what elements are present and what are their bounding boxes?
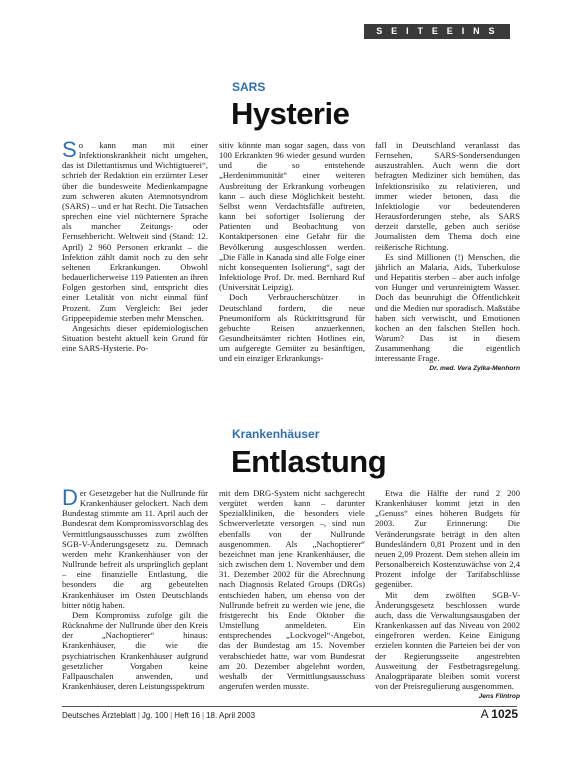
- article1-kicker: SARS: [232, 80, 266, 94]
- article2-col3-paragraph: Etwa die Hälfte der rund 2 200 Krankenhäuser kommt jetzt in den „Genuss“ eines höheren Budgets für 2003. Zur Erinnerung: Die Veränderungsrate beträgt in den alten Bundesländern 0,81 Prozent und in den neuen 2,09 Prozent. Dem stehen allein im Personalbereich Kostenzuwächse von 2,4 Prozent infolge der Tarifabschlüsse gegenüber.: [375, 488, 520, 590]
- article2-column-1: [62, 488, 208, 704]
- page-number: [481, 707, 518, 721]
- article2-col1-paragraph-2: Dem Kompromiss zufolge gilt die Rücknahme der Nullrunde über den Kreis der „Nachoptierer“ hinaus: Krankenhäuser, die wie die psychiatrischen Krankenhäuser aufgrund gesetzlicher Vorgaben keine Fallpauschalen anwenden, und Krankenhäuser, deren Leistungsspektrum: [62, 609, 208, 691]
- footer-journal: Deutsches Ärzteblatt: [62, 711, 136, 720]
- article1-col2-paragraph-2: Doch Verbraucherschützer in Deutschland fordern, die neue Pneumoniform als Rücktrittsgrund für gebuchte Reisen anzuerkennen, Gesundheitsämter richten Hotlines ein, um aufgeregte Gemüter zu besänftigen, und ein einziger Erkrankungs-: [219, 292, 365, 364]
- section-header-bar: S E I T E E I N S: [364, 24, 510, 39]
- article2-col1-text: er Gesetzgeber hat die Nullrunde für Krankenhäuser gelockert. Nach dem Bundestag stimmte am 11. April auch der Bundesrat dem Kompromissvorschlag des Vermittlungsausschusses zum zwölften SGB-V-Änderungsgesetz zu. Demnach werden mehr Krankenhäuser von der Nullrunde befreit als ursprünglich geplant – eine finanzielle Entlastung, die besonders die arg gebeutelten Krankenhäuser im Osten Deutschlands bitter nötig haben.: [62, 488, 208, 610]
- article1-column-3: [375, 140, 520, 456]
- article1-col1-text: o kann man mit einer Infektionskrankheit nicht umgehen, das ist Dilettantismus und Wichtigtuerei“, schrieb der Redaktion ein erzürnter Leser über die bundesweite Medienkampagne zum schweren akuten Atemnotsyndrom (SARS) – und er hat Recht. Die Tatsachen sprechen eine viel nüchternere Sprache als mancher Zeitungs- oder Fernsehbericht. Weltweit sind (Stand: 12. April) 2 960 Personen erkrankt – die Infektion zählt damit noch zu den sehr seltenen Erkrankungen. Obwohl bedauerlicherweise 119 Patienten an ihren Folgen gestorben sind, entspricht dies einer Letalität von nicht einmal fünf Prozent. Zum Vergleich: Bei jeder Grippeepidemie sterben mehr Menschen.: [62, 140, 208, 323]
- article1-col1-paragraph: [62, 140, 208, 323]
- article2-column-3: [375, 488, 520, 704]
- footer-date: 18. April 2003: [206, 711, 256, 720]
- article2-col1-paragraph: [62, 488, 208, 610]
- article1-col1-paragraph-2: Angesichts dieser epidemiologischen Situation besteht aktuell kein Grund für eine SARS-Hysterie. Po-: [62, 322, 208, 354]
- article2-kicker: Krankenhäuser: [232, 427, 320, 441]
- article2-col3-paragraph-2: [375, 589, 520, 701]
- page-prefix: A: [480, 707, 488, 721]
- footer-rule: [62, 706, 517, 707]
- article2-col2-paragraph: mit dem DRG-System nicht sachgerecht vergütet werden kann – darunter Spezialkliniken, die besonders viele Schwerverletzte versorgen –, sind nun ebenfalls von der Nullrunde ausgenommen. Als „Nachoptierer“ bezeichnet man jene Krankenhäuser, die sich zwischen dem 1. November und dem 31. Dezember 2002 für die Abrechnung nach Diagnosis Related Groups (DRGs) entschieden haben, um ebenso von der Nullrunde befreit zu werden wie jene, die fristgerecht bis Ende Oktober die Umstellung anmeldeten. Ein entsprechendes „Lockvogel“-Angebot, das der Bundestag am 15. November verabschiedet hatte, war vom Bundesrat am 20. Dezember abgelehnt worden, weshalb der Vermittlungsausschuss angerufen werden musste.: [219, 488, 365, 691]
- article1-column-2: [219, 140, 365, 452]
- footer-separator: |: [202, 711, 205, 720]
- footer-volume: Jg. 100: [141, 711, 169, 720]
- article1-col3-paragraph: fall in Deutschland veranlasst das Fernsehen, SARS-Sondersendungen auszustrahlen. Auch wenn die dort befragten Mediziner sich bemühen, das Infektionsrisiko zu relativieren, und immer wieder betonen, dass die Infektiologie vor bedeutenderen Herausforderungen stehe, als SARS derzeit darstelle, geben auch seriöse Journalisten dem Thema doch eine reißerische Richtung.: [375, 140, 520, 252]
- article2-column-2: [219, 488, 365, 704]
- footer-separator: |: [137, 711, 140, 720]
- article2-author: Jens Flintrop: [478, 693, 520, 701]
- footer-issue: Heft 16: [174, 711, 201, 720]
- article1-col2-paragraph: sitiv könnte man sogar sagen, dass von 100 Erkrankten 96 wieder gesund wurden und die so entstehende „Herdenimmunität“ einer weiteren Ausbreitung der Erkrankung vorbeugen kann – auch diese Möglichkeit besteht. Selbst wenn Verdachtsfälle auftreten, kann bei sofortiger Isolierung der Patienten und Beobachtung von Kontaktpersonen eine Gefahr für die Bevölkerung ausgeschlossen werden. „Die Fälle in Kanada sind alle Folge einer nicht konsequenten Isolierung“, sagt der Infektiologe Prof. Dr. med. Bernhard Ruf (Universität Leipzig).: [219, 140, 365, 293]
- article1-headline: Hysterie: [231, 96, 350, 131]
- article1-col3-paragraph-2: [375, 251, 520, 373]
- footer-separator: |: [170, 711, 173, 720]
- footer-citation: [62, 711, 255, 720]
- article2-dropcap: D: [62, 488, 78, 510]
- article1-col3-text: Es sind Millionen (!) Menschen, die jährlich an Malaria, Aids, Tuberkulose und Hepatitis sterben – aber auch infolge von Hunger und verunreinigtem Wasser. Doch das beunruhigt die Öffentlichkeit und die Medien nur sporadisch. Maßstäbe haben sich verwischt, und Emotionen kochen an den falschen Stellen hoch. Warum? Das ist in diesem Zusammenhang die eigentlich interessante Frage.: [375, 251, 520, 364]
- article1-dropcap: S: [62, 140, 77, 162]
- article2-headline: Entlastung: [231, 444, 387, 479]
- article1-author: Dr. med. Vera Zylka-Menhorn: [429, 365, 520, 373]
- article2-col3-text: Mit dem zwölften SGB-V-Änderungsgesetz beschlossen wurde auch, dass die Verwaltungsausgaben der Krankenkassen auf das Niveau von 2002 eingefroren werden. Keine Einigung erzielen konnten die Parteien bei der von der Regierungsseite angestrebten Ausweitung der Festbetragsregelung. Analogpräparate bleiben somit vorerst von der Preisregulierung ausgenommen.: [375, 589, 520, 691]
- page-number-value: 1025: [491, 707, 518, 721]
- article1-column-1: [62, 140, 208, 452]
